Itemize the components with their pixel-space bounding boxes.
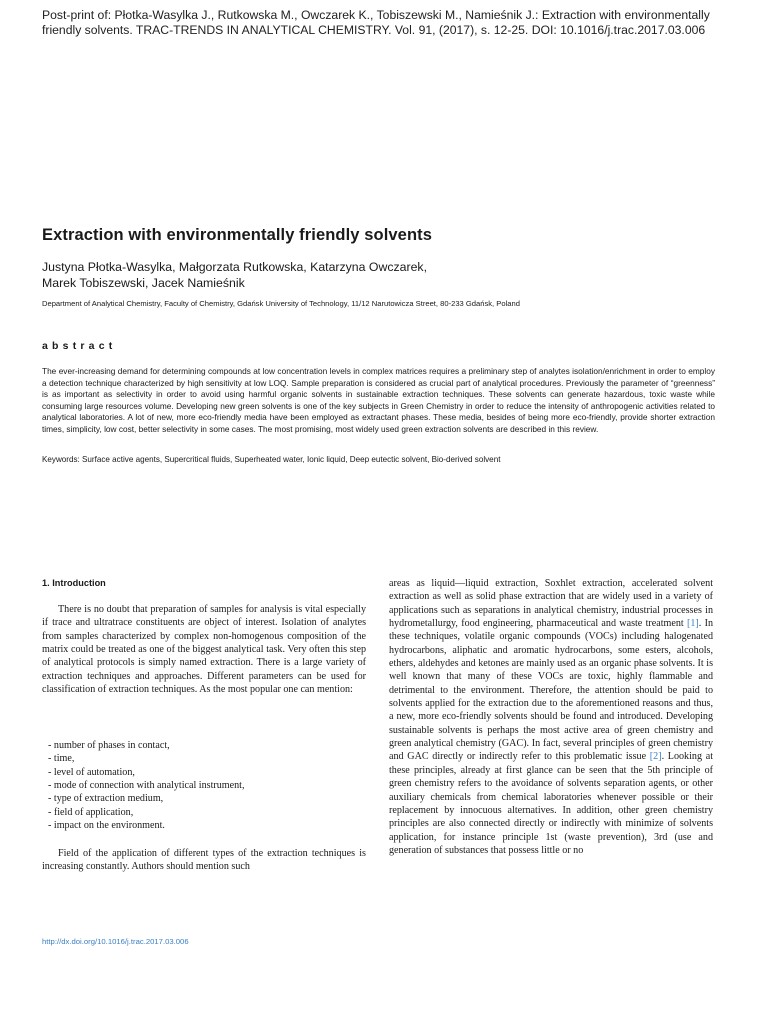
classification-list [48, 739, 245, 832]
list-item: - impact on the environment. [48, 819, 245, 832]
col2-text-a: areas as liquid—liquid extraction, Soxhlet extraction, accelerated solvent extraction as well as solid phase extraction that are widely used in a variety of applications such as separations in analytical chemistry, industrial processes in hydrometallurgy, food engineering, pharmaceutical and waste treatment [389, 578, 713, 630]
authors-line-1: Justyna Płotka-Wasylka, Małgorzata Rutkowska, Katarzyna Owczarek, [42, 260, 427, 274]
list-item: - time, [48, 752, 245, 765]
intro-column-2 [389, 577, 713, 857]
author-list [42, 259, 427, 291]
affiliation: Department of Analytical Chemistry, Faculty of Chemistry, Gdańsk University of Technology, 11/12 Narutowicza Street, 80-233 Gdańsk, Poland [42, 299, 520, 308]
doi-link[interactable]: http://dx.doi.org/10.1016/j.trac.2017.03.006 [42, 937, 189, 946]
authors-line-2: Marek Tobiszewski, Jacek Namieśnik [42, 276, 245, 290]
abstract-heading: abstract [42, 340, 117, 352]
citation-link-2[interactable]: [2] [649, 751, 662, 763]
article-title: Extraction with environmentally friendly solvents [42, 226, 432, 244]
intro-paragraph-2: Field of the application of different types of the extraction techniques is increasing constantly. Authors should mention such [42, 848, 366, 873]
list-item: - number of phases in contact, [48, 739, 245, 752]
intro-paragraph-1: There is no doubt that preparation of samples for analysis is vital especially if trace and ultratrace constituents are object of interest. Isolation of analytes from samples characterized by complex non-homogenous composition of the matrix could be treated as one of the biggest analytical task. Very often this step of analytical protocols is simply named extraction. There is a large variety of extraction techniques and approaches. Different parameters can be used for classification of extraction techniques. As the most popular one can mention: [42, 604, 366, 696]
list-item: - field of application, [48, 806, 245, 819]
list-item: - type of extraction medium, [48, 792, 245, 805]
list-item: - level of automation, [48, 766, 245, 779]
citation-link-1[interactable]: [1] [686, 618, 699, 630]
col2-text-c: . Looking at these principles, already at first glance can be seen that the 5th principle of green chemistry refers to the avoidance of solvents separation agents, or other auxiliary chemicals from chemical laboratories whenever possible or their replacement by innocuous alternatives. In addition, other green chemistry principles are also connected directly or indirectly with minimize of solvents application, for instance principle 1st (waste prevention), 3rd (use and generation of substances that possess little or no [389, 751, 713, 856]
list-item: - mode of connection with analytical instrument, [48, 779, 245, 792]
col2-text-b: . In these techniques, volatile organic compounds (VOCs) including halogenated hydrocarbons, aliphatic and aromatic hydrocarbons, some esters, alcohols, ethers, aldehydes and ketones are mainly used as an organic phase solvents. It is well known that many of these VOCs are toxic, highly flammable and detrimental to the environment. Therefore, the attention should be paid to solvents applied for the extraction due to the aforementioned reasons and thus, a new, more eco-friendly solvents should be found and introduced. Developing sustainable solvents is perhaps the most active area of green chemistry and green analytical chemistry (GAC). In fact, several principles of green chemistry and GAC directly or indirectly refer to this problematic issue [389, 618, 713, 763]
introduction-heading: 1. Introduction [42, 578, 106, 588]
postprint-citation: Post-print of: Płotka-Wasylka J., Rutkowska M., Owczarek K., Tobiszewski M., Namieśnik J.: Extraction with environmentally friendly solvents. TRAC-TRENDS IN ANALYTICAL CHEMISTRY. Vol. 91, (2017), s. 12-25. DOI: 10.1016/j.trac.2017.03.006 [42, 8, 710, 37]
abstract-body: The ever-increasing demand for determining compounds at low concentration levels in complex matrices requires a preliminary step of analytes isolation/enrichment in order to employ a detection technique characterized by high sensitivity at low LOQ. Sample preparation is considered as crucial part of analytical procedures. Previously the parameter of “greenness” is as important as selectivity in order to avoid using harmful organic solvents in sustainable extraction techniques. These solvents can generate hazardous, toxic waste while consuming large resources volume. Developing new green solvents is one of the key subjects in Green Chemistry in order to reduce the intensity of anthropogenic activities related to analytical laboratories. A lot of new, more eco-friendly media have been employed as extractant phases. These media, besides of being more eco-friendly, provide shorter extraction times, simplicity, low cost, better selectivity in some cases. The most promising, most widely used green extraction solvents are described in this review. [42, 366, 715, 434]
keywords: Keywords: Surface active agents, Supercritical fluids, Superheated water, Ionic liquid, Deep eutectic solvent, Bio-derived solvent [42, 455, 501, 464]
